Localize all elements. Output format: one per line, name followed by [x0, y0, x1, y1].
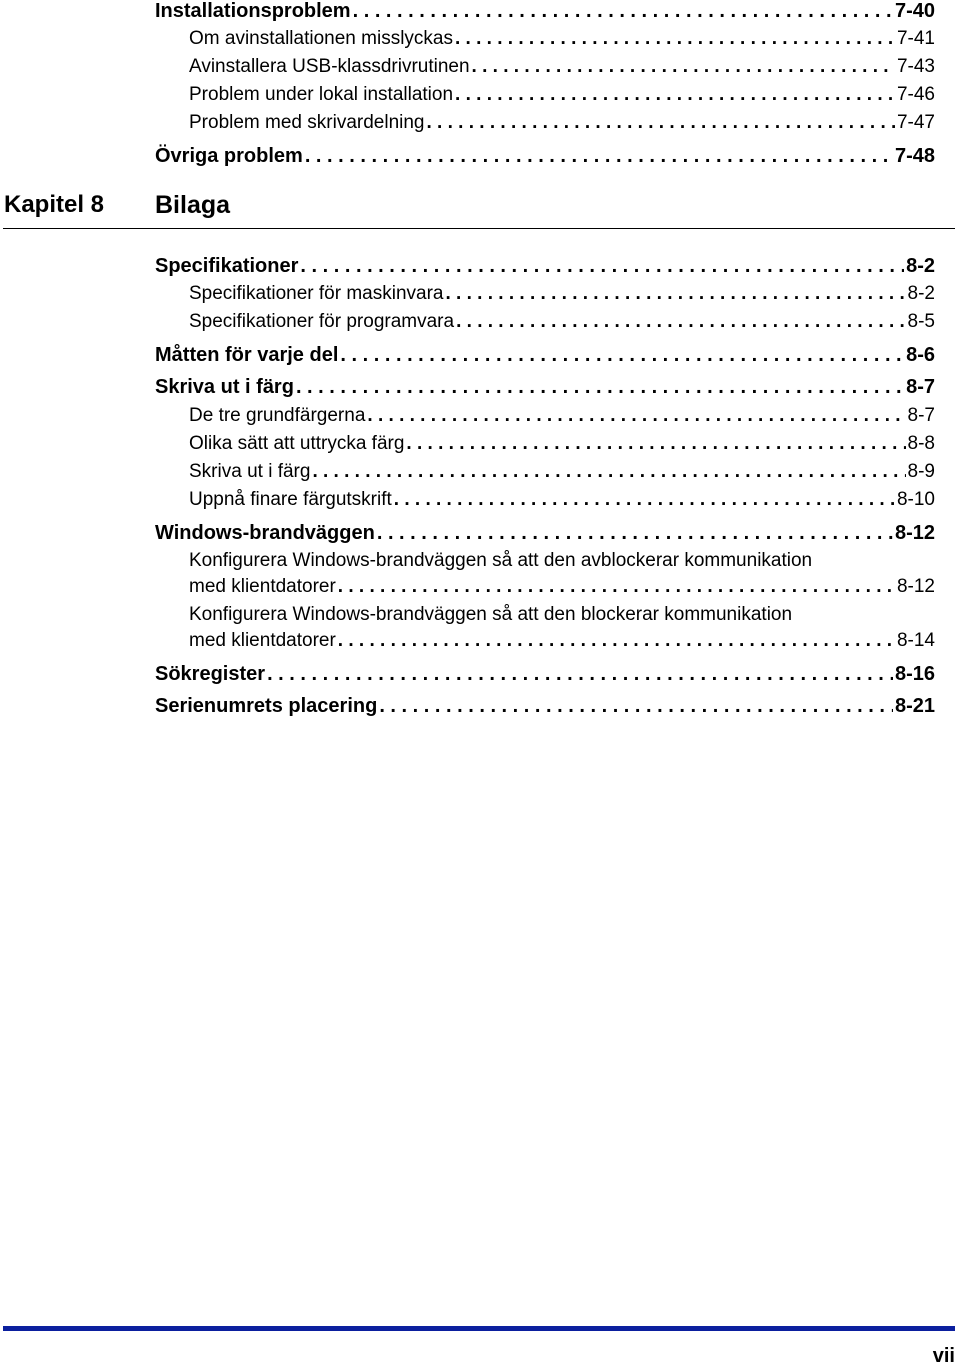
toc-entry-ovriga-problem[interactable]	[155, 142, 935, 170]
toc-entry-konfig-avblockerar-line1[interactable]: Konfigurera Windows-brandväggen så att den avblockerar kommunikation	[189, 550, 813, 571]
toc-entry-page: 8-2	[906, 255, 935, 277]
toc-leader-dots	[312, 458, 905, 486]
toc-entry-problem-skrivardelning[interactable]	[155, 109, 935, 137]
toc-entry-konfig-blockerar-line1[interactable]: Konfigurera Windows-brandväggen så att den blockerar kommunikation	[189, 604, 793, 625]
toc-entry-page: 8-14	[896, 630, 935, 651]
toc-leader-dots	[296, 373, 904, 401]
toc-entry-title: Installationsproblem	[155, 0, 351, 22]
toc-entry-title: med klientdatorer	[189, 576, 336, 597]
toc-entry-page: 8-7	[907, 405, 935, 426]
toc-entry-title: Avinstallera USB-klassdrivrutinen	[189, 56, 470, 77]
page-number: vii	[932, 1345, 955, 1367]
toc-leader-dots	[455, 81, 895, 109]
toc-leader-dots	[267, 660, 893, 688]
toc-entry-page: 7-47	[896, 112, 935, 133]
toc-entry-page: 8-16	[894, 663, 935, 685]
toc-entry-serienumrets[interactable]	[155, 692, 935, 720]
toc-entry-windows-brandvaggen[interactable]	[155, 519, 935, 547]
toc-entry-page: 7-46	[896, 84, 935, 105]
toc-entry-page: 8-21	[894, 695, 935, 717]
toc-entry-title: Olika sätt att uttrycka färg	[189, 433, 405, 454]
toc-entry-page: 8-5	[907, 311, 935, 332]
toc-entry-title: Specifikationer	[155, 255, 299, 277]
toc-entry-page: 8-12	[896, 576, 935, 597]
toc-entry-page: 8-2	[907, 283, 935, 304]
toc-entry-page: 8-6	[906, 344, 935, 366]
toc-leader-dots	[456, 308, 905, 336]
toc-entry-title: Specifikationer för programvara	[189, 311, 455, 332]
toc-entry-title: Windows-brandväggen	[155, 522, 375, 544]
toc-leader-dots	[353, 0, 893, 25]
toc-entry-title: Skriva ut i färg	[155, 376, 294, 398]
toc-leader-dots	[377, 519, 893, 547]
toc-entry-page: 7-40	[894, 0, 935, 22]
toc-entry-page: 8-9	[907, 461, 935, 482]
toc-leader-dots	[446, 280, 906, 308]
toc-entry-title: De tre grundfärgerna	[189, 405, 366, 426]
chapter-label: Kapitel 8	[4, 191, 105, 218]
toc-entry-spec-maskinvara[interactable]	[155, 280, 935, 308]
toc-entry-matten[interactable]	[155, 341, 935, 369]
toc-entry-page: 8-12	[894, 522, 935, 544]
toc-leader-dots	[406, 430, 905, 458]
toc-leader-dots	[472, 53, 895, 81]
toc-entry-title: Serienumrets placering	[155, 695, 378, 717]
toc-entry-skriva-ut-i-farg-sub[interactable]	[155, 458, 935, 486]
toc-entry-de-tre[interactable]	[155, 402, 935, 430]
toc-entry-title: Uppnå finare färgutskrift	[189, 489, 392, 510]
toc-entry-page: 8-7	[906, 376, 935, 398]
toc-entry-problem-lokal[interactable]	[155, 81, 935, 109]
toc-leader-dots	[305, 142, 893, 170]
toc-entry-sokregister[interactable]	[155, 660, 935, 688]
toc-entry-konfig-blockerar[interactable]	[155, 627, 935, 655]
toc-entry-om-avinstallationen[interactable]	[155, 25, 935, 53]
toc-entry-konfig-avblockerar[interactable]	[155, 573, 935, 601]
toc-entry-spec-programvara[interactable]	[155, 308, 935, 336]
toc-entry-uppna[interactable]	[155, 486, 935, 514]
toc-entry-page: 7-43	[896, 56, 935, 77]
toc-entry-title: Om avinstallationen misslyckas	[189, 28, 453, 49]
toc-entry-installationsproblem[interactable]	[155, 0, 935, 25]
toc-entry-specifikationer[interactable]	[155, 252, 935, 280]
toc-leader-dots	[455, 25, 895, 53]
chapter-title: Bilaga	[155, 191, 231, 219]
toc-entry-page: 7-48	[894, 145, 935, 167]
toc-entry-page: 8-10	[896, 489, 935, 510]
toc-entry-olika-satt[interactable]	[155, 430, 935, 458]
toc-entry-title: Sökregister	[155, 663, 266, 685]
toc-leader-dots	[338, 573, 895, 601]
toc-leader-dots	[379, 692, 893, 720]
toc-leader-dots	[300, 252, 904, 280]
toc-leader-dots	[427, 109, 895, 137]
toc-leader-dots	[367, 402, 905, 430]
toc-entry-title: Måtten för varje del	[155, 344, 339, 366]
toc-entry-title: Problem med skrivardelning	[189, 112, 425, 133]
toc-entry-title: Övriga problem	[155, 145, 303, 167]
toc-entry-page: 7-41	[896, 28, 935, 49]
toc-leader-dots	[340, 341, 904, 369]
toc-entry-title: Problem under lokal installation	[189, 84, 454, 105]
toc-leader-dots	[338, 627, 895, 655]
toc-entry-skriva-ut-i-farg[interactable]	[155, 373, 935, 401]
toc-entry-title: med klientdatorer	[189, 630, 336, 651]
toc-leader-dots	[394, 486, 895, 514]
toc-entry-title: Specifikationer för maskinvara	[189, 283, 444, 304]
toc-entry-title: Skriva ut i färg	[189, 461, 311, 482]
chapter-divider	[3, 228, 955, 229]
toc-entry-avinstallera-usb[interactable]	[155, 53, 935, 81]
footer-rule	[3, 1326, 955, 1331]
toc-entry-page: 8-8	[907, 433, 935, 454]
